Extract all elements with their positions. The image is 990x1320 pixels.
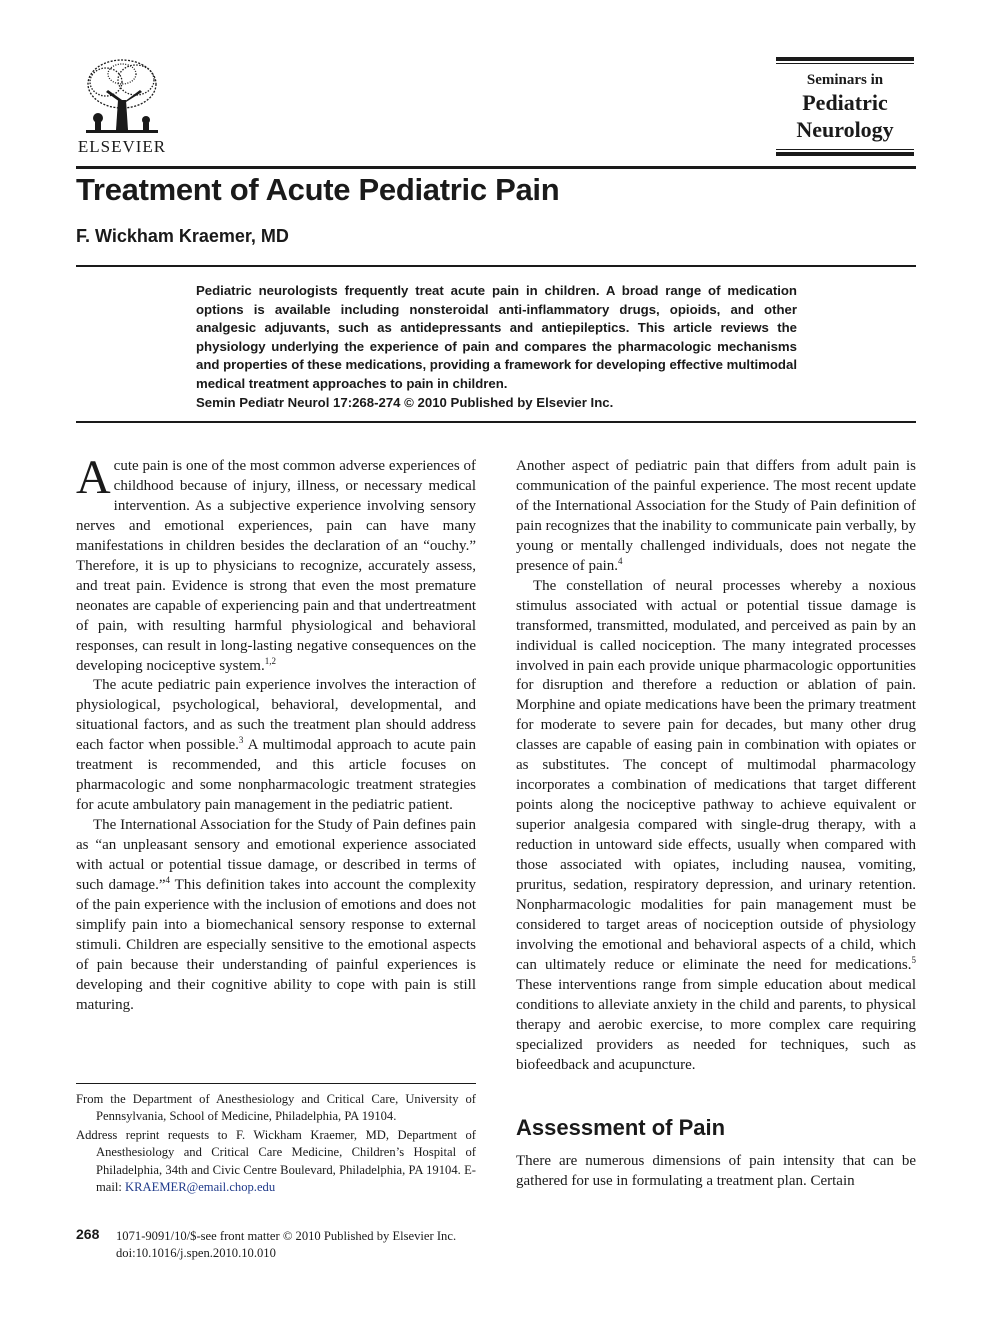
abstract-text: Pediatric neurologists frequently treat acute pain in children. A broad range of medication options is available including nonsteroidal anti-inflammatory drugs, opioids, and other analgesic adjuvants, such as antidepressants and antiepileptics. This article reviews the physiology underlying the experience of pain and compares the pharmacologic mechanisms and properties of these medications, providing a framework for developing effective multimodal medical treatment approaches to pain in children. <box>196 283 797 391</box>
journal-name-line1: Pediatric <box>802 90 888 115</box>
abstract <box>196 282 797 412</box>
paragraph-3 <box>76 816 476 1016</box>
article-title: Treatment of Acute Pediatric Pain <box>76 172 560 207</box>
drop-cap: A <box>76 451 111 504</box>
paragraph-5 <box>516 577 916 1076</box>
section-body <box>516 1152 916 1192</box>
doi-line[interactable]: doi:10.1016/j.spen.2010.10.010 <box>116 1246 276 1260</box>
correspondence-footnote <box>76 1127 476 1197</box>
paragraph-2-text-a: The acute pediatric pain experience involves the interaction of physiological, psychological, behavioral, developmental, and situational factors, and as such the treatment plan should address each factor when possible. <box>76 677 476 754</box>
paragraph-6: There are numerous dimensions of pain intensity that can be gathered for use in formulating a treatment plan. Certain <box>516 1153 916 1189</box>
affiliation-footnote: From the Department of Anesthesiology and Critical Care, University of Pennsylvania, School of Medicine, Philadelphia, PA 19104. <box>76 1092 476 1124</box>
paragraph-5-text-a: The constellation of neural processes whereby a noxious stimulus associated with actual or potential tissue damage is transformed, transmitted, modulated, and perceived as pain by an individual is called nociception. The many integrated processes involved in pain each provide unique pharmacologic opportunities for disruption and therefore a reduction or ablation of pain. Morphine and opiate medications have been the primary treatment for moderate to severe pain for decades, but many other drug classes are capable of easing pain in combination with opiates or as substitutes. The concept of multimodal pharmacology incorporates a combination of medications that target different points along the nociceptive pathway to achieve equivalent or superior analgesia compared with single-drug therapy, with a reduction in untoward side effects, usually when compared with those associated with opiates, including nausea, vomiting, pruritus, sedation, respiratory depression, and urinary retention. Nonpharmacologic modalities for pain management must be considered to target areas of nociception outside of physiology involving the emotional and behavioral aspects of a child, which can ultimately reduce or eliminate the need for medications. <box>516 577 916 973</box>
reference-superscript[interactable]: 5 <box>911 954 916 965</box>
paragraph-2 <box>76 676 476 816</box>
footnote-rule <box>76 1083 476 1084</box>
paragraph-1-text: cute pain is one of the most common adverse experiences of childhood because of injury, illness, or necessary medical intervention. As a subjective experience involving sensory nerves and emotional experiences, pain can have many manifestations in children besides the declaration of an “ouchy.” Therefore, it is up to physicians to recognize, accurately assess, and treat pain. Evidence is strong that even the most premature neonates are capable of experiencing pain and that undertreatment of pain, with resulting harmful physiological and behavioral responses, can result in long-lasting negative consequences on the developing nociceptive system. <box>76 458 476 674</box>
paragraph-4 <box>516 457 916 577</box>
email-link[interactable]: KRAEMER@email.chop.edu <box>125 1180 276 1195</box>
journal-name-line2: Neurology <box>796 117 894 142</box>
paragraph-3-text-a: The International Association for the Study of Pain defines pain as “an unpleasant sensory and emotional experience associated with actual or potential tissue damage, or described in terms of such damage.” <box>76 817 476 894</box>
body-column-right <box>516 457 916 1076</box>
paragraph-4-text: Another aspect of pediatric pain that differs from adult pain is communication of the painful experience. The most recent update of the International Association for the Study of Pain definition of pain recognizes that the inability to communicate pain verbally, by young or mentally challenged individuals, does not negate the presence of pain. <box>516 458 916 574</box>
section-heading: Assessment of Pain <box>516 1115 726 1140</box>
reference-superscript[interactable]: 1,2 <box>264 655 276 666</box>
masthead-rule-top <box>776 57 914 61</box>
masthead-rule-bottom-thin <box>776 149 914 150</box>
journal-series: Seminars in <box>806 72 884 88</box>
issn-line: 1071-9091/10/$-see front matter © 2010 Published by Elsevier Inc. <box>116 1229 457 1243</box>
paragraph-1 <box>76 451 476 676</box>
masthead-rule-top-thin <box>776 63 914 64</box>
paragraph-2-text-b: A multimodal approach to acute pain treatment is recommended, and this article focuses on pharmacologic and some nonpharmacologic treatment strategies for acute ambulatory pain management in the pediatric patient. <box>76 737 476 814</box>
abstract-rule-bottom <box>76 421 916 423</box>
publisher-name: ELSEVIER <box>77 137 167 156</box>
page-number: 268 <box>76 1226 100 1242</box>
journal-masthead <box>776 57 914 156</box>
article-citation: Semin Pediatr Neurol 17:268-274 © 2010 Published by Elsevier Inc. <box>196 394 614 410</box>
article-author: F. Wickham Kraemer, MD <box>76 226 289 246</box>
reference-superscript[interactable]: 3 <box>238 735 244 746</box>
masthead-rule-bottom <box>776 152 914 156</box>
elsevier-tree-icon <box>76 56 168 136</box>
paragraph-3-text-b: This definition takes into account the complexity of the pain experience with the inclusion of emotions and does not simplify pain into a biomechanical sensory response to external stimuli. Children are especially sensitive to the emotional aspects of pain because their understanding of painful experiences is developing and their cognitive ability to cope with pain is still maturing. <box>76 877 476 1013</box>
correspondence-text: Address reprint requests to F. Wickham Kraemer, MD, Department of Anesthesiology and Critical Care Medicine, Children’s Hospital of Philadelphia, 34th and Civic Centre Boulevard, Philadelphia, PA 19104. E-mail: <box>76 1128 476 1195</box>
reference-superscript[interactable]: 4 <box>165 875 170 886</box>
front-matter <box>116 1228 456 1262</box>
body-column-left <box>76 451 476 1016</box>
header-divider <box>76 166 916 169</box>
paragraph-5-text-b: These interventions range from simple education about medical conditions to alleviate anxiety in the child and parents, to physical therapy and aerobic exercise, to more complex care requiring specialized providers as needed for techniques, such as biofeedback and acupuncture. <box>516 976 916 1073</box>
abstract-rule-top <box>76 265 916 267</box>
reference-superscript[interactable]: 4 <box>618 555 623 566</box>
